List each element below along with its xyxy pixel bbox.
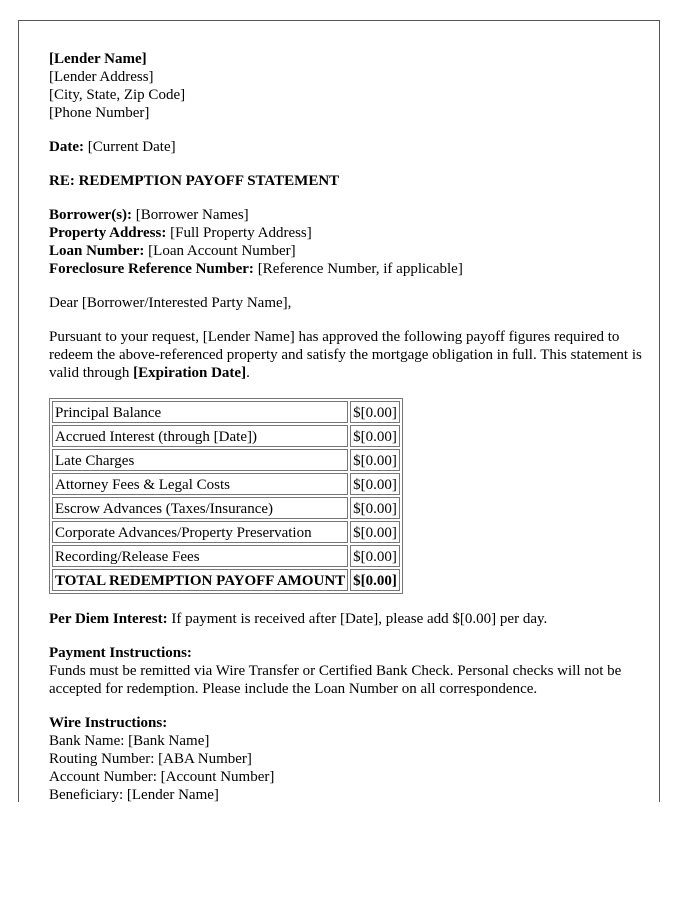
table-row [52,497,400,519]
borrower-info-block [49,206,649,278]
intro-paragraph [49,328,649,382]
payoff-amount: $[0.00] [350,473,400,495]
wire-instructions-block [49,714,649,802]
per-diem-paragraph [49,610,649,628]
loan-label: Loan Number: [49,243,145,259]
table-row [52,449,400,471]
per-diem-label: Per Diem Interest: [49,611,168,627]
payoff-item: Attorney Fees & Legal Costs [52,473,348,495]
expiration-date: [Expiration Date] [133,365,247,381]
foreclosure-line [49,260,649,278]
salutation: Dear [Borrower/Interested Party Name], [49,295,292,311]
loan-line [49,242,649,260]
date-line [49,138,649,156]
borrowers-label: Borrower(s): [49,207,133,223]
table-row [52,545,400,567]
payment-instructions-heading: Payment Instructions: [49,645,192,661]
foreclosure-value: [Reference Number, if applicable] [253,261,463,277]
payoff-item: Recording/Release Fees [52,545,348,567]
borrowers-value: [Borrower Names] [132,207,249,223]
intro-end: . [246,365,250,381]
payoff-item: Corporate Advances/Property Preservation [52,521,348,543]
lender-name: [Lender Name] [49,51,147,67]
table-row [52,521,400,543]
payoff-amount: $[0.00] [350,425,400,447]
payoff-amount: $[0.00] [350,545,400,567]
property-value: [Full Property Address] [166,225,312,241]
payoff-amount: $[0.00] [350,401,400,423]
wire-account-number: Account Number: [Account Number] [49,769,275,785]
table-row [52,425,400,447]
table-row [52,473,400,495]
loan-value: [Loan Account Number] [144,243,296,259]
payoff-item: Late Charges [52,449,348,471]
payoff-amount: $[0.00] [350,449,400,471]
payoff-item: Escrow Advances (Taxes/Insurance) [52,497,348,519]
payoff-item: Principal Balance [52,401,348,423]
total-label: TOTAL REDEMPTION PAYOFF AMOUNT [52,569,348,591]
payoff-item: Accrued Interest (through [Date]) [52,425,348,447]
wire-instructions-heading: Wire Instructions: [49,715,168,731]
lender-phone: [Phone Number] [49,105,150,121]
payoff-table [49,398,403,594]
property-label: Property Address: [49,225,167,241]
per-diem-text: If payment is received after [Date], please add $[0.00] per day. [167,611,548,627]
date-label: Date: [49,139,84,155]
total-row [52,569,400,591]
lender-city-state-zip: [City, State, Zip Code] [49,87,186,103]
borrowers-line [49,206,649,224]
wire-bank-name: Bank Name: [Bank Name] [49,733,210,749]
foreclosure-label: Foreclosure Reference Number: [49,261,254,277]
wire-routing-number: Routing Number: [ABA Number] [49,751,252,767]
intro-text: Pursuant to your request, [Lender Name] has approved the following payoff figures required to redeem the above-referenced property and satisfy the mortgage obligation in full. This statement is valid through [49,329,642,381]
property-line [49,224,649,242]
payment-instructions-block [49,644,649,698]
table-row [52,401,400,423]
lender-block [49,50,649,122]
subject-text: RE: REDEMPTION PAYOFF STATEMENT [49,173,340,189]
payoff-amount: $[0.00] [350,497,400,519]
subject-line [49,172,649,190]
payment-instructions-text: Funds must be remitted via Wire Transfer or Certified Bank Check. Personal checks will not be accepted for redemption. Please include the Loan Number on all correspondence. [49,663,622,697]
total-amount: $[0.00] [350,569,400,591]
letter-content [49,50,649,802]
date-value: [Current Date] [83,139,176,155]
wire-beneficiary: Beneficiary: [Lender Name] [49,787,219,802]
payoff-amount: $[0.00] [350,521,400,543]
letter-page [18,20,660,802]
lender-address: [Lender Address] [49,69,154,85]
